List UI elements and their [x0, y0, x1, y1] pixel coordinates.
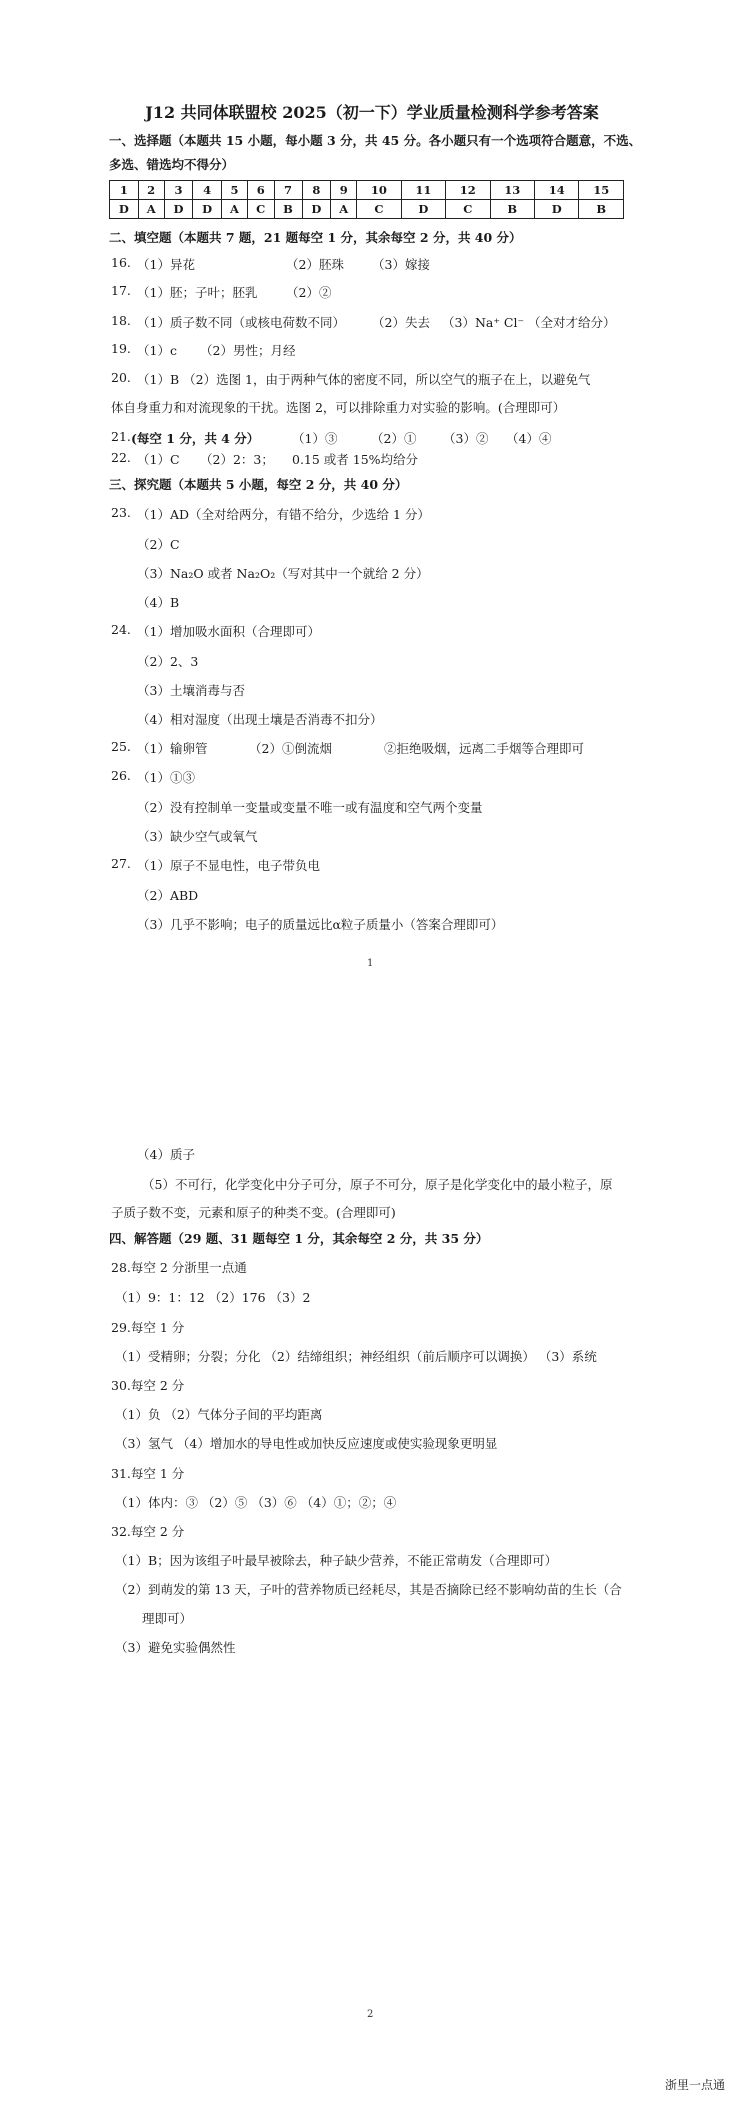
q-number-cell: 15 [579, 181, 624, 200]
q21-answer-4: （4）④ [506, 431, 552, 446]
q25-answer-1: （1）输卵管 [137, 741, 208, 756]
answer-table-numbers-row [110, 181, 624, 200]
q26-number: 26. [111, 768, 131, 783]
q18-answer-1: （1）质子数不同（或核电荷数不同） [137, 315, 345, 330]
q23-answer-2: （2）C [137, 537, 180, 552]
q22-answer-1: （1）C [137, 452, 180, 467]
q-number-cell: 1 [110, 181, 139, 200]
q-number-cell: 12 [446, 181, 490, 200]
q29-answers: （1）受精卵；分裂；分化 （2）结缔组织；神经组织（前后顺序可以调换） （3）系统 [115, 1349, 597, 1364]
section1-heading-line2: 多选、错选均不得分） [109, 157, 235, 172]
q19-answer-1: （1）c [137, 343, 177, 358]
q25-answer-3: ②拒绝吸烟，远离二手烟等合理即可 [384, 741, 585, 756]
q-number-cell: 5 [222, 181, 248, 200]
q-number-cell: 2 [138, 181, 164, 200]
q-number-cell: 7 [274, 181, 302, 200]
q30-answers-1: （1）负 （2）气体分子间的平均距离 [115, 1407, 323, 1422]
q-number-cell: 11 [401, 181, 445, 200]
answer-cell: B [274, 200, 302, 219]
q16-answer-3: （3）嫁接 [372, 257, 430, 272]
q31-answers: （1）体内：③ （2）⑤ （3）⑥ （4）①；②；④ [115, 1495, 397, 1510]
q17-answer-2: （2）② [286, 285, 332, 300]
q17-number: 17. [111, 283, 131, 298]
answer-cell: D [534, 200, 578, 219]
section2-heading: 二、填空题（本题共 7 题，21 题每空 1 分，其余每空 2 分，共 40 分） [109, 230, 522, 245]
q26-answer-2: （2）没有控制单一变量或变量不唯一或有温度和空气两个变量 [137, 800, 483, 815]
answer-cell: B [490, 200, 534, 219]
q32-answer-1: （1）B；因为该组子叶最早被除去，种子缺少营养，不能正常萌发（合理即可） [115, 1553, 558, 1568]
q-number-cell: 10 [357, 181, 401, 200]
q-number-cell: 13 [490, 181, 534, 200]
q18-number: 18. [111, 313, 131, 328]
q16-number: 16. [111, 255, 131, 270]
q24-answer-2: （2）2、3 [137, 654, 199, 669]
q26-answer-3: （3）缺少空气或氧气 [137, 829, 258, 844]
q27-answer-1: （1）原子不显电性，电子带负电 [137, 858, 320, 873]
q22-number: 22. [111, 450, 131, 465]
q27-answer-5-line2: 子质子数不变，元素和原子的种类不变。(合理即可) [111, 1205, 396, 1220]
q24-answer-3: （3）土壤消毒与否 [137, 683, 245, 698]
q20-answer-line1: （1）B （2）选图 1，由于两种气体的密度不同，所以空气的瓶子在上，以避免气 [137, 372, 591, 387]
answer-cell: D [164, 200, 193, 219]
q20-answer-line2: 体自身重力和对流现象的干扰。选图 2，可以排除重力对实验的影响。(合理即可） [111, 400, 566, 415]
q32-answer-2-line1: （2）到萌发的第 13 天，子叶的营养物质已经耗尽，其是否摘除已经不影响幼苗的生长（合 [115, 1582, 622, 1597]
q24-number: 24. [111, 622, 131, 637]
q27-answer-5-line1: （5）不可行，化学变化中分子可分，原子不可分，原子是化学变化中的最小粒子，原 [142, 1177, 613, 1192]
q25-number: 25. [111, 739, 131, 754]
q24-answer-1: （1）增加吸水面积（合理即可） [137, 624, 320, 639]
q27-answer-4: （4）质子 [137, 1147, 195, 1162]
answer-cell: A [331, 200, 357, 219]
q17-answer-1: （1）胚；子叶；胚乳 [137, 285, 258, 300]
q16-answer-2: （2）胚珠 [286, 257, 344, 272]
q21-answer-1: （1）③ [292, 431, 338, 446]
answer-cell: D [110, 200, 139, 219]
watermark-text: 浙里一点通 [665, 2078, 726, 2092]
document-title: J12 共同体联盟校 2025（初一下）学业质量检测科学参考答案 [145, 103, 599, 122]
q32-answer-3: （3）避免实验偶然性 [115, 1640, 236, 1655]
q27-answer-2: （2）ABD [137, 888, 199, 903]
section1-heading-line1: 一、选择题（本题共 15 小题，每小题 3 分，共 45 分。各小题只有一个选项符合题意，不选、 [109, 133, 642, 148]
q24-answer-4: （4）相对湿度（出现土壤是否消毒不扣分） [137, 712, 383, 727]
q26-answer-1: （1）①③ [137, 770, 195, 785]
q31-heading: 31.每空 1 分 [111, 1466, 185, 1481]
answer-cell: C [247, 200, 274, 219]
q21-score-note: (每空 1 分，共 4 分） [131, 431, 260, 446]
q28-heading: 28.每空 2 分浙里一点通 [111, 1260, 247, 1275]
answer-cell: C [446, 200, 490, 219]
q22-answer-2: （2）2：3； [200, 452, 274, 467]
section3-heading: 三、探究题（本题共 5 小题，每空 2 分，共 40 分） [109, 477, 408, 492]
q23-answer-1: （1）AD（全对给两分，有错不给分，少选给 1 分） [137, 507, 430, 522]
q-number-cell: 3 [164, 181, 193, 200]
q-number-cell: 8 [302, 181, 331, 200]
q21-answer-3: （3）② [443, 431, 489, 446]
q23-answer-4: （4）B [137, 595, 180, 610]
q29-heading: 29.每空 1 分 [111, 1320, 185, 1335]
q19-answer-2: （2）男性；月经 [200, 343, 296, 358]
page-number-1: 1 [367, 958, 374, 969]
q-number-cell: 9 [331, 181, 357, 200]
page-number-2: 2 [367, 2009, 374, 2020]
q32-heading: 32.每空 2 分 [111, 1524, 185, 1539]
q27-number: 27. [111, 856, 131, 871]
q32-answer-2-line2: 理即可） [142, 1611, 193, 1626]
q28-answers: （1）9：1：12 （2）176 （3）2 [115, 1290, 311, 1305]
q23-number: 23. [111, 505, 131, 520]
q27-answer-3: （3）几乎不影响；电子的质量远比α粒子质量小（答案合理即可） [137, 917, 504, 932]
q20-number: 20. [111, 370, 131, 385]
q30-heading: 30.每空 2 分 [111, 1378, 185, 1393]
q30-answers-2: （3）氢气 （4）增加水的导电性或加快反应速度或使实验现象更明显 [115, 1436, 498, 1451]
q-number-cell: 6 [247, 181, 274, 200]
q-number-cell: 4 [193, 181, 222, 200]
q22-answer-3: 0.15 或者 15%均给分 [292, 452, 419, 467]
q19-number: 19. [111, 341, 131, 356]
answer-cell: D [401, 200, 445, 219]
answer-table [109, 180, 624, 219]
q21-number: 21. [111, 429, 131, 444]
q23-answer-3: （3）Na₂O 或者 Na₂O₂（写对其中一个就给 2 分） [137, 566, 429, 581]
answer-cell: D [302, 200, 331, 219]
q25-answer-2: （2）①倒流烟 [249, 741, 332, 756]
q16-answer-1: （1）异花 [137, 257, 195, 272]
answer-cell: D [193, 200, 222, 219]
q18-answer-2: （2）失去 [372, 315, 430, 330]
q18-answer-3: （3）Na⁺ Cl⁻ （全对才给分） [442, 315, 616, 330]
q21-answer-2: （2）① [371, 431, 417, 446]
section4-heading: 四、解答题（29 题、31 题每空 1 分，其余每空 2 分，共 35 分） [109, 1231, 489, 1246]
answer-cell: A [222, 200, 248, 219]
answer-cell: A [138, 200, 164, 219]
answer-table-answers-row [110, 200, 624, 219]
answer-cell: B [579, 200, 624, 219]
q-number-cell: 14 [534, 181, 578, 200]
answer-cell: C [357, 200, 401, 219]
